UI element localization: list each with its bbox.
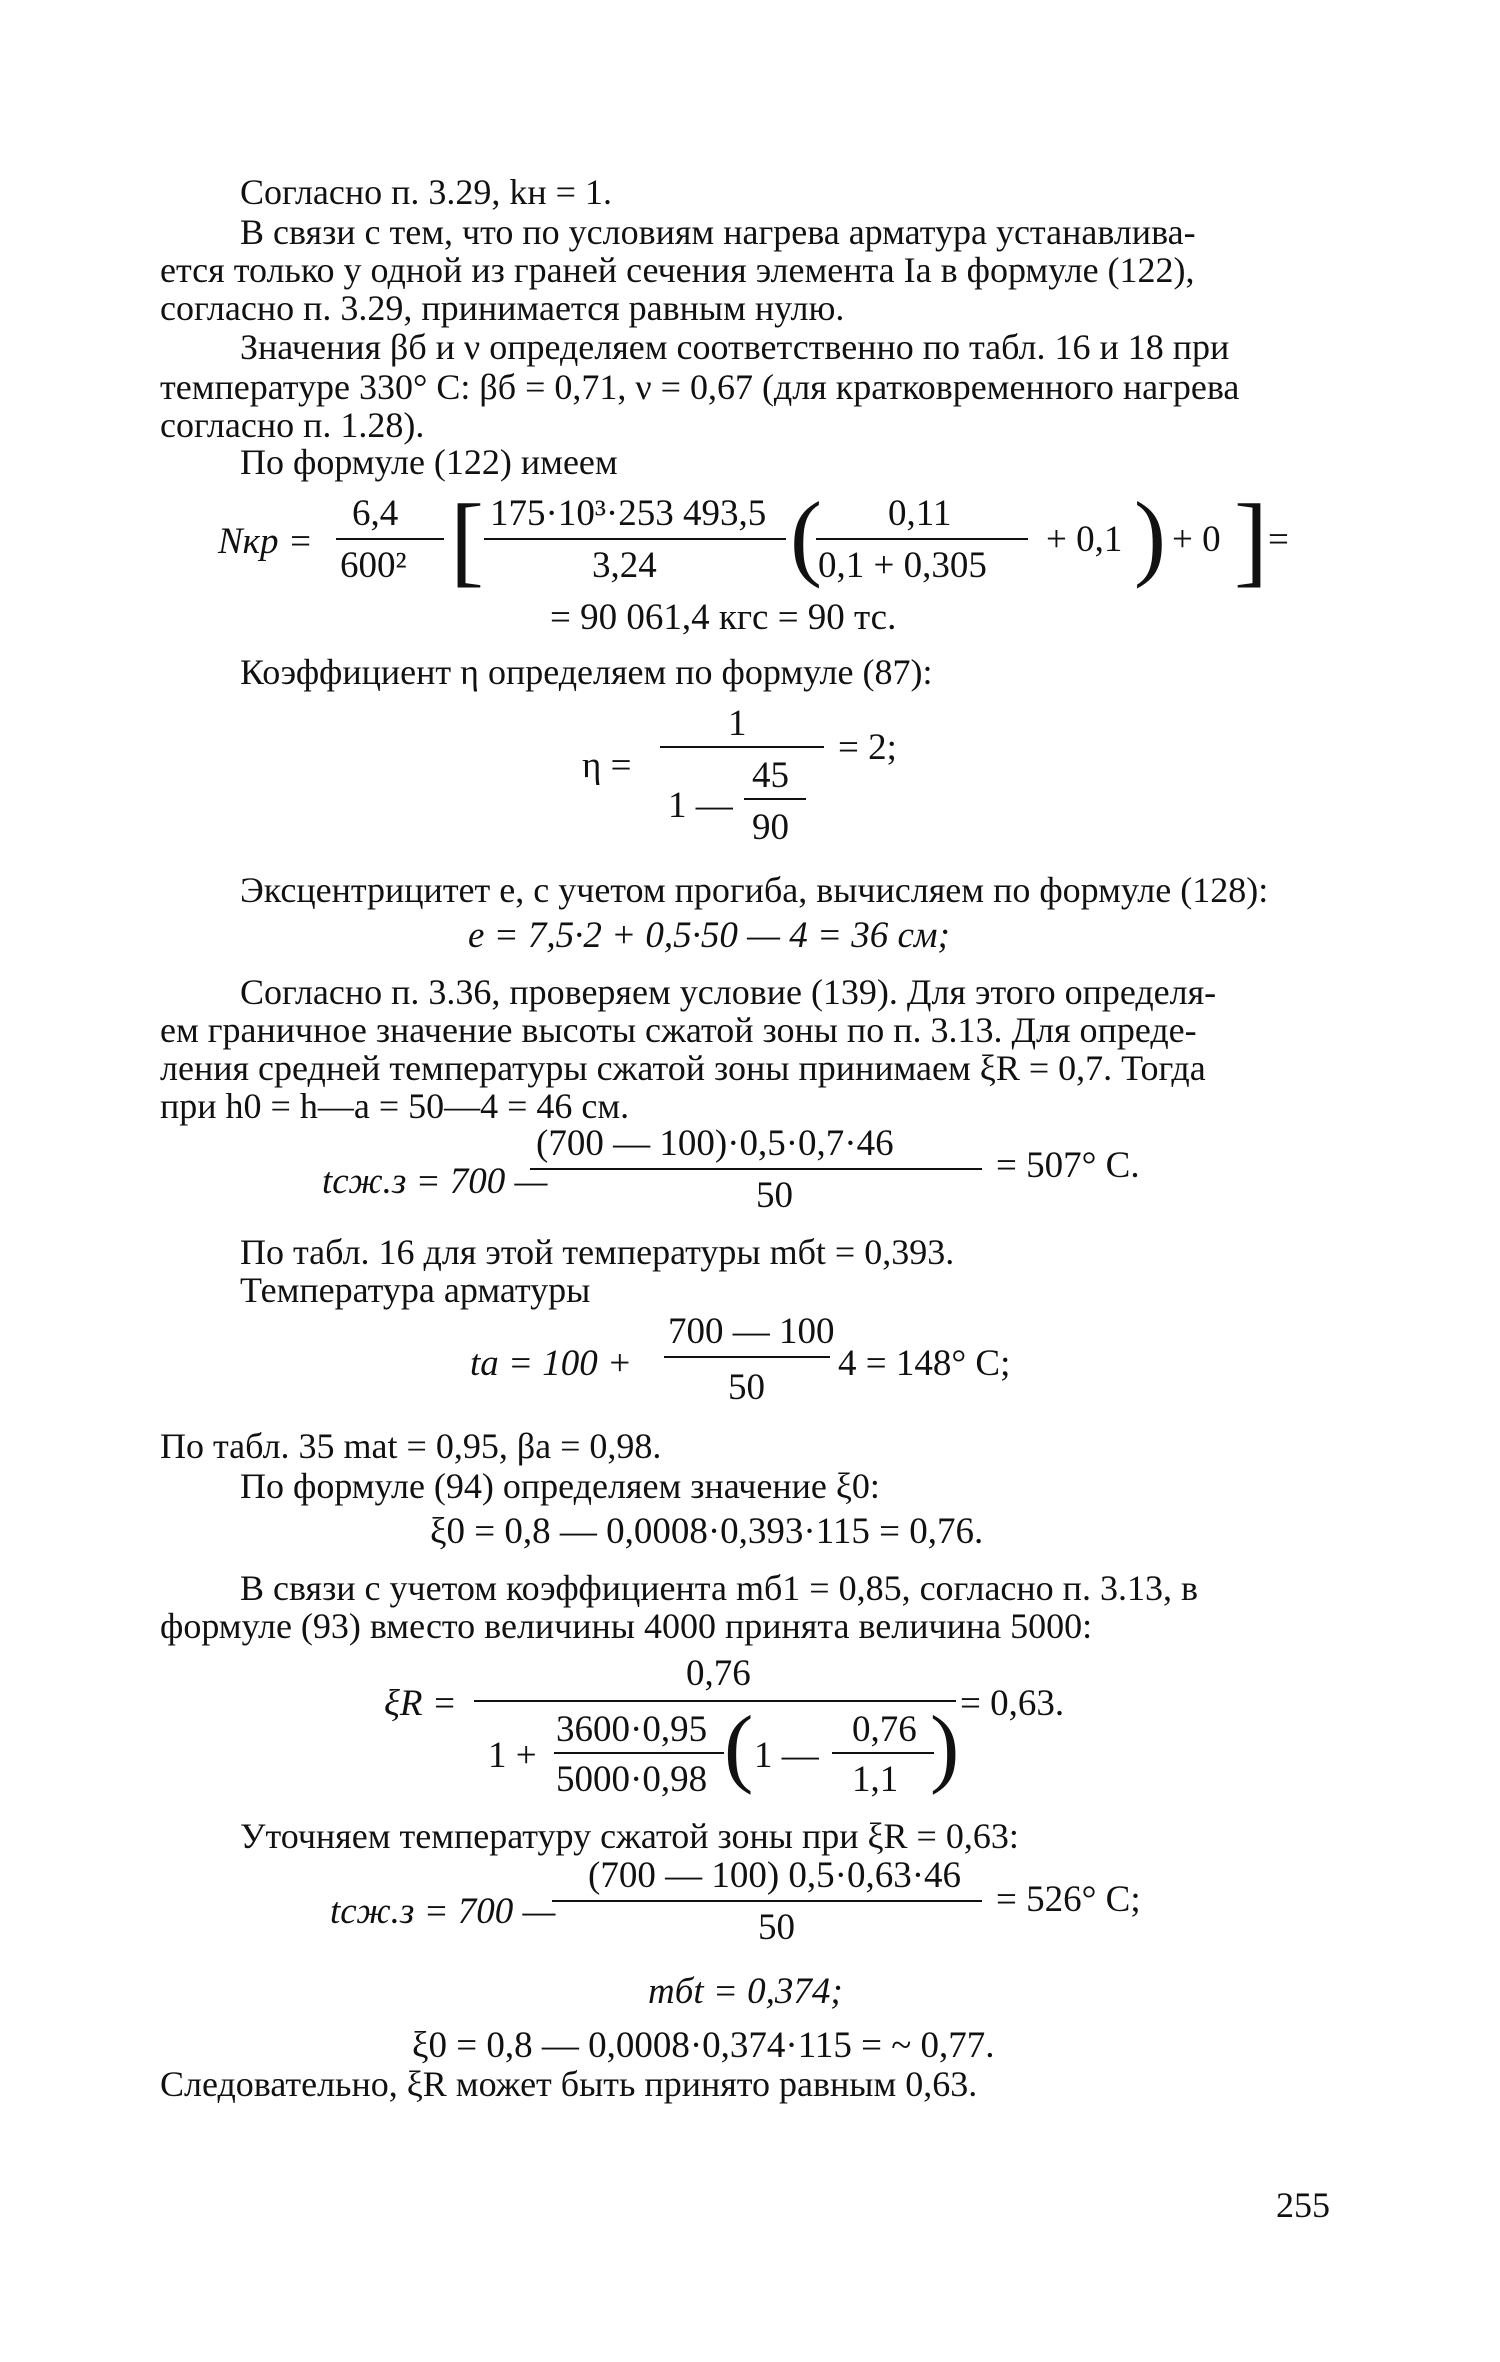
denominator: 3,24 xyxy=(592,545,657,586)
numerator: 0,11 xyxy=(888,493,952,534)
denominator: 50 xyxy=(756,1175,793,1216)
right-paren: ) xyxy=(1134,482,1166,589)
numerator: 3600·0,95 xyxy=(556,1709,708,1750)
left-paren: ( xyxy=(724,1699,754,1796)
text-line: Коэффициент η определяем по формуле (87): xyxy=(240,652,933,692)
denominator: 5000·0,98 xyxy=(556,1759,708,1800)
text-line: В связи с учетом коэффициента mб1 = 0,85, согласно п. 3.13, в xyxy=(240,1568,1198,1608)
denominator: 600² xyxy=(340,545,407,586)
equation-lhs: Nкр = xyxy=(218,521,313,562)
term: 1 — xyxy=(668,785,733,826)
text-line: Согласно п. 3.29, kн = 1. xyxy=(240,172,612,212)
fraction-bar xyxy=(552,1900,982,1902)
text-line: В связи с тем, что по условиям нагрева арматура устанавлива- xyxy=(240,212,1196,252)
left-bracket: [ xyxy=(450,484,484,597)
text-line: ем граничное значение высоты сжатой зоны по п. 3.13. Для опреде- xyxy=(160,1010,1197,1050)
page-number: 255 xyxy=(1276,2185,1330,2225)
equation-mbt: mбt = 0,374; xyxy=(648,1971,843,2012)
text-line: при h0 = h—a = 50—4 = 46 см. xyxy=(160,1086,630,1126)
numerator: 6,4 xyxy=(352,493,399,534)
equation-result: 4 = 148° С; xyxy=(838,1343,1011,1384)
text-line: Согласно п. 3.36, проверяем условие (139). Для этого определя- xyxy=(240,972,1217,1012)
left-paren: ( xyxy=(790,482,822,589)
text-line: По формуле (122) имеем xyxy=(240,442,618,482)
right-bracket: ] xyxy=(1234,484,1268,597)
equation-xi0b: ξ0 = 0,8 — 0,0008·0,374·115 = ~ 0,77. xyxy=(412,2025,995,2066)
equation-result: = 2; xyxy=(838,727,897,768)
text-line: согласно п. 3.29, принимается равным нулю. xyxy=(160,288,845,328)
numerator: 0,76 xyxy=(852,1709,917,1750)
equation-lhs: ξR = xyxy=(384,1683,457,1724)
fraction-bar xyxy=(336,538,444,540)
text-line: температуре 330° С: βб = 0,71, ν = 0,67 (для кратковременного нагрева xyxy=(160,367,1240,407)
numerator: (700 — 100)·0,5·0,7·46 xyxy=(536,1123,894,1164)
equation-result: = 90 061,4 кгс = 90 тс. xyxy=(550,597,897,638)
term: + 0 xyxy=(1172,519,1221,560)
equation-result: = 526° С; xyxy=(996,1879,1141,1920)
text-line: согласно п. 1.28). xyxy=(160,405,425,445)
equation-xi0: ξ0 = 0,8 — 0,0008·0,393·115 = 0,76. xyxy=(430,1511,984,1552)
text-line: По табл. 35 mat = 0,95, βa = 0,98. xyxy=(160,1426,662,1466)
text-line: ется только у одной из граней сечения элемента Iа в формуле (122), xyxy=(160,250,1195,290)
text-line: По формуле (94) определяем значение ξ0: xyxy=(240,1466,880,1506)
denominator: 90 xyxy=(752,807,789,848)
denominator: 0,1 + 0,305 xyxy=(818,545,987,586)
text-line: Эксцентрицитет e, с учетом прогиба, вычисляем по формуле (128): xyxy=(240,870,1269,910)
denominator: 1,1 xyxy=(852,1759,899,1800)
equals-sign: = xyxy=(1268,519,1289,560)
text-line: Значения βб и ν определяем соответственно по табл. 16 и 18 при xyxy=(240,327,1230,367)
term: + 0,1 xyxy=(1046,519,1123,560)
fraction-bar xyxy=(530,1168,982,1170)
right-paren: ) xyxy=(930,1699,960,1796)
numerator: 700 — 100 xyxy=(668,1311,835,1352)
equation-lhs: η = xyxy=(582,745,632,786)
numerator: (700 — 100) 0,5·0,63·46 xyxy=(588,1855,962,1896)
denominator: 50 xyxy=(728,1367,765,1408)
numerator: 0,76 xyxy=(686,1653,751,1694)
text-line: Температура арматуры xyxy=(240,1270,591,1310)
text-line: формуле (93) вместо величины 4000 принята величина 5000: xyxy=(160,1606,1093,1646)
fraction-bar xyxy=(554,1752,724,1754)
fraction-bar xyxy=(816,538,1028,540)
fraction-bar xyxy=(664,1356,830,1358)
fraction-bar xyxy=(660,746,824,748)
term: 1 — xyxy=(754,1735,819,1776)
numerator: 1 xyxy=(728,703,747,744)
fraction-bar xyxy=(484,538,786,540)
numerator: 45 xyxy=(752,755,789,796)
equation-e: e = 7,5·2 + 0,5·50 — 4 = 36 см; xyxy=(468,915,950,956)
text-line: ления средней температуры сжатой зоны принимаем ξR = 0,7. Тогда xyxy=(160,1048,1206,1088)
equation-result: = 0,63. xyxy=(960,1683,1065,1724)
equation-lhs: tсж.з = 700 — xyxy=(322,1161,548,1202)
equation-lhs: tа = 100 + xyxy=(470,1343,632,1384)
fraction-bar xyxy=(744,798,806,800)
fraction-bar xyxy=(832,1752,934,1754)
equation-lhs: tсж.з = 700 — xyxy=(330,1891,556,1932)
text-line: Уточняем температуру сжатой зоны при ξR = 0,63: xyxy=(240,1816,1019,1856)
denominator: 50 xyxy=(758,1907,795,1948)
text-line: По табл. 16 для этой температуры mбt = 0,393. xyxy=(240,1232,955,1272)
equation-result: = 507° С. xyxy=(996,1145,1140,1186)
fraction-bar xyxy=(474,1700,956,1702)
term: 1 + xyxy=(488,1735,537,1776)
numerator: 175·10³·253 493,5 xyxy=(490,493,767,534)
text-line: Следовательно, ξR может быть принято равным 0,63. xyxy=(160,2064,978,2104)
